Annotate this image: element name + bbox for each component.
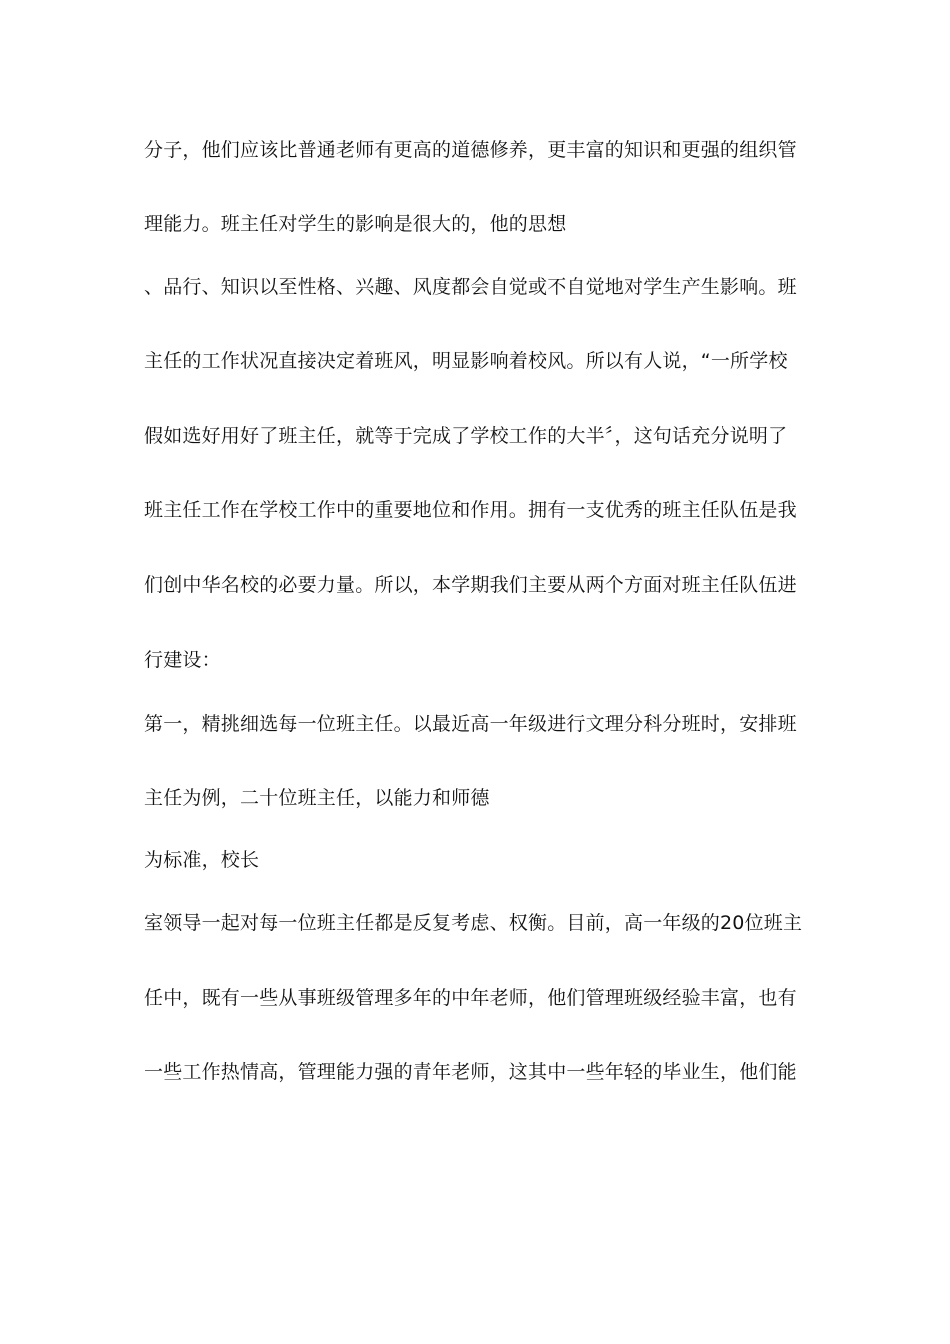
paragraph-line: 假如选好用好了班主任，就等于完成了学校工作的大半〞，这句话充分说明了 (144, 425, 788, 447)
paragraph-line: 、品行、知识以至性格、兴趣、风度都会自觉或不自觉地对学生产生影响。班 (144, 276, 797, 298)
paragraph-line: 第一，精挑细选每一位班主任。以最近高一年级进行文理分科分班时，安排班 (144, 713, 797, 735)
paragraph-line: 室领导一起对每一位班主任都是反复考虑、权衡。目前，高一年级的20位班主 (144, 912, 803, 934)
paragraph-line: 一些工作热情高，管理能力强的青年老师，这其中一些年轻的毕业生，他们能 (144, 1061, 797, 1083)
paragraph-line: 分子，他们应该比普通老师有更高的道德修养，更丰富的知识和更强的组织管 (144, 139, 797, 161)
paragraph-line: 班主任工作在学校工作中的重要地位和作用。拥有一支优秀的班主任队伍是我 (144, 499, 797, 521)
paragraph-line: 行建设： (144, 649, 221, 671)
paragraph-line: 任中，既有一些从事班级管理多年的中年老师，他们管理班级经验丰富，也有 (144, 987, 797, 1009)
paragraph-line: 主任为例，二十位班主任，以能力和师德 (144, 787, 490, 809)
paragraph-line: 为标准，校长 (144, 849, 260, 871)
paragraph-line: 们创中华名校的必要力量。所以，本学期我们主要从两个方面对班主任队伍进 (144, 574, 797, 596)
paragraph-line: 理能力。班主任对学生的影响是很大的，他的思想 (144, 213, 567, 235)
paragraph-line: 主任的工作状况直接决定着班风，明显影响着校风。所以有人说，“一所学校 (144, 350, 788, 372)
